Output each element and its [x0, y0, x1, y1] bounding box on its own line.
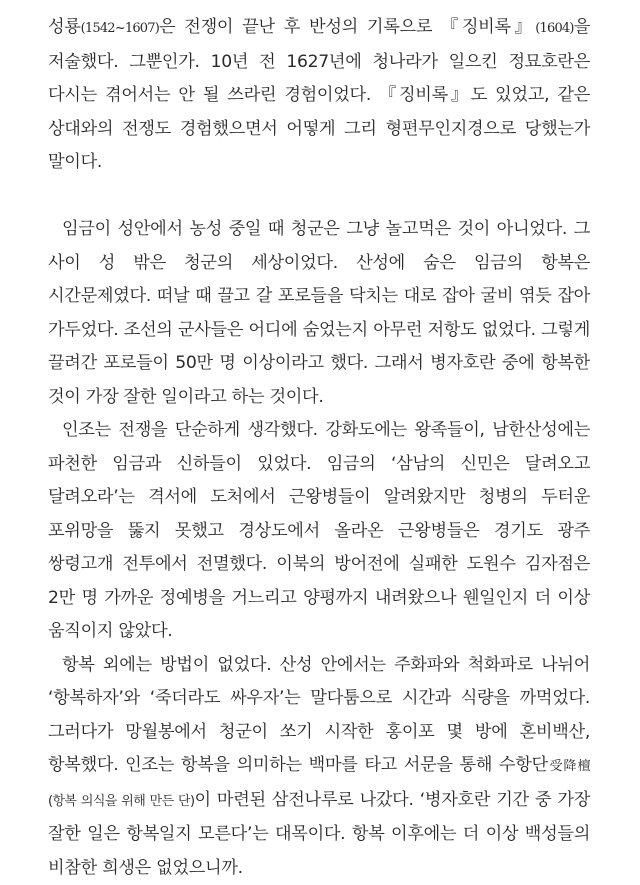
- paragraph-1-year-note: (1604): [535, 21, 573, 36]
- paragraph-4: [48, 649, 590, 885]
- document-body: [48, 11, 590, 885]
- paragraph-3-text: 인조는 전쟁을 단순하게 생각했다. 강화도에는 왕족들이, 남한산성에는 파천한 임금과 신하들이 있었다. 임금의 ‘삼남의 신민은 달려오고 달려오라’는 격서에 도처에서 근왕병들이 알려왔지만 청병의 두터운 포위망을 뚫지 못했고 경상도에서 올라온 근왕병들은 경기도 광주 쌍령고개 전투에서 전멸했다. 이북의 방어전에 실패한 도원수 김자점은 2만 명 가까운 정예병을 거느리고 양평까지 내려왔으나 웬일인지 더 이상 움직이지 않았다.: [48, 420, 590, 641]
- paragraph-2: [48, 213, 590, 414]
- paragraph-1-years-note: (1542~1607): [81, 21, 159, 36]
- paragraph-1-text-2: 은 전쟁이 끝난 후 반성의 기록으로 『징비록』: [159, 17, 535, 37]
- paragraph-1-text-1: 성룡: [48, 17, 81, 37]
- paragraph-1-text-3: 을 저술했다. 그뿐인가. 10년 전 1627년에 청나라가 일으킨 정묘호란은 다시는 겪어서는 안 될 쓰라린 경험이었다. 『징비록』도 있었고, 같은 상대와의 전쟁도 경험했으면서 어떻게 그리 형편무인지경으로 당했는가 말이다.: [48, 17, 590, 172]
- paragraph-2-text: 임금이 성안에서 농성 중일 때 청군은 그냥 놀고먹은 것이 아니었다. 그 사이 성 밖은 청군의 세상이었다. 산성에 숨은 임금의 항복은 시간문제였다. 떠날 때 끌고 갈 포로들을 닥치는 대로 잡아 굴비 엮듯 잡아 가두었다. 조선의 군사들은 어디에 숨었는지 아무런 저항도 없었다. 그렇게 끌려간 포로들이 50만 명 이상이라고 했다. 그래서 병자호란 중에 항복한 것이 가장 잘한 일이라고 하는 것이다.: [48, 219, 590, 407]
- paragraph-4-text-1: 항복 외에는 방법이 없었다. 산성 안에서는 주화파와 척화파로 나뉘어 ‘항복하자’와 ‘죽더라도 싸우자’는 말다툼으로 시간과 식량을 까먹었다. 그러다가 망월봉에서 청군이 쏘기 시작한 홍이포 몇 방에 혼비백산, 항복했다. 인조는 항복을 의미하는 백마를 타고 서문을 통해 수항단: [48, 655, 590, 776]
- paragraph-1: [48, 11, 590, 180]
- paragraph-4-text-2: 이 마련된 삼전나루로 나갔다. ‘병자호란 기간 중 가장 잘한 일은 항복일지 모른다’는 대목이다. 항복 이후에는 더 이상 백성들의 비참한 희생은 없었으니까.: [48, 790, 590, 878]
- paragraph-4-hanja-note: 受降檀(항복 의식을 위해 만든 단): [48, 759, 590, 809]
- paragraph-3: [48, 414, 590, 649]
